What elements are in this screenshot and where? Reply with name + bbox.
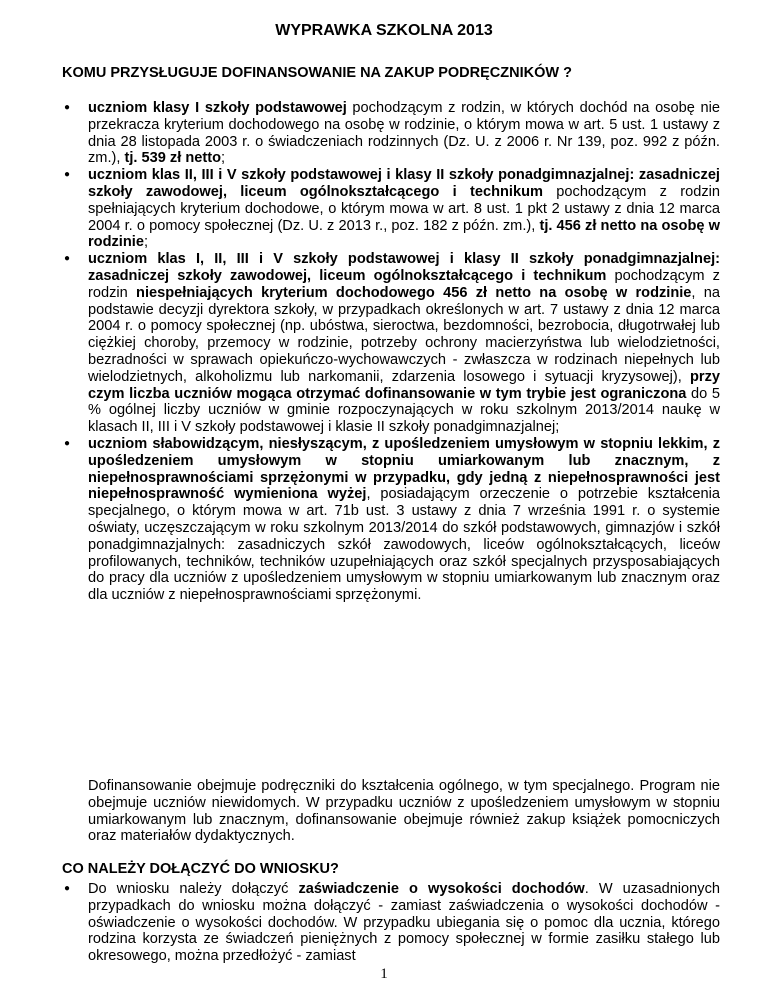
- bold-text: niespełniających kryterium dochodowego 456 zł netto na osobę w rodzinie: [136, 284, 692, 301]
- body-text: . W uzasadnionych przypadkach do wniosku można dołączyć - zamiast zaświadczenia o wysokości dochodów - oświadczenie o wysokości dochodów. W przypadku ubiegania się o pomoc dla ucznia, którego rodzina korzysta ze świadczeń pieniężnych z pomocy społecznej w formie zasiłku stałego lub okresowego, można przedłożyć - zamiast: [88, 881, 720, 965]
- list-item: [62, 100, 720, 167]
- bullet-icon: ●: [64, 169, 71, 181]
- body-text: do 5 % ogólnej liczby uczniów w gminie rozpoczynających w roku szkolnym 2013/2014 naukę w klasach II, III i V szkoły podstawowej i klasie II szkoły ponadgimnazjalnej;: [88, 385, 720, 436]
- section-heading-attachments: CO NALEŻY DOŁĄCZYĆ DO WNIOSKU?: [62, 861, 339, 877]
- document-title: WYPRAWKA SZKOLNA 2013: [275, 22, 493, 39]
- eligibility-list: [62, 100, 720, 604]
- body-text: ;: [143, 234, 149, 251]
- bold-text: zaświadczenie o wysokości dochodów: [298, 881, 585, 897]
- bullet-icon: ●: [64, 437, 71, 449]
- page-number: 1: [380, 966, 388, 982]
- bold-text: uczniom słabowidzącym, niesłyszącym, z upośledzeniem umysłowym w stopniu lekkim, z upośledzeniem umysłowym w stopniu umiarkowanym lub znacznym, z niepełnosprawnościami sprzężonymi w przypadku, gdy jedną z niepełnosprawności jest niepełnosprawność wymieniona wyżej: [88, 435, 720, 503]
- funding-scope-paragraph: Dofinansowanie obejmuje podręczniki do kształcenia ogólnego, w tym specjalnego. Program nie obejmuje uczniów niewidomych. W przypadku uczniów z upośledzeniem umysłowym w stopniu umiarkowanym lub znacznym, dofinansowanie obejmuje również zakup książek pomocniczych oraz materiałów dydaktycznych.: [88, 778, 720, 845]
- body-text: , na podstawie decyzji dyrektora szkoły, w przypadkach określonych w art. 7 ustawy z dnia 12 marca 2004 r. o pomocy społecznej (np. ubóstwa, sieroctwa, bezdomności, bezrobocia, długotrwałej lub ciężkiej choroby, przemocy w rodzinie, potrzeby ochrony macierzyństwa lub wielodzietności, bezradności w sprawach opiekuńczo-wychowawczych - zwłaszcza w rodzinach niepełnych lub wielodzietnych, alkoholizmu lub narkomanii, zdarzenia losowego i sytuacji kryzysowej),: [88, 284, 720, 385]
- body-text: pochodzącym z rodzin: [88, 267, 720, 301]
- body-text: ;: [220, 150, 226, 167]
- bullet-icon: ●: [64, 883, 71, 894]
- bold-text: przy czym liczba uczniów mogąca otrzymać dofinansowanie w tym trybie jest ograniczona: [88, 368, 720, 402]
- bullet-icon: ●: [64, 253, 71, 265]
- bold-text: tj. 456 zł netto na osobę w rodzinie: [88, 217, 720, 251]
- bold-text: uczniom klas II, III i V szkoły podstawowej i klasy II szkoły ponadgimnazjalnej: zasadniczej szkoły zawodowej, liceum ogólnokształcącego i technikum: [88, 167, 720, 200]
- bullet-icon: ●: [64, 102, 71, 113]
- list-item: [62, 167, 720, 251]
- list-item: [62, 436, 720, 604]
- bold-text: tj. 539 zł netto: [124, 150, 221, 167]
- bold-text: uczniom klasy I szkoły podstawowej: [88, 100, 347, 116]
- body-text: , posiadającym orzeczenie o potrzebie kształcenia specjalnego, o którym mowa w art. 71b ust. 3 ustawy z dnia 7 września 1991 r. o systemie oświaty, uczęszczającym w roku szkolnym 2013/2014 do szkół podstawowych, gimnazjów i szkół ponadgimnazjalnych: zasadniczych szkół zawodowych, liceów ogólnokształcących, liceów profilowanych, techników, techników uzupełniających oraz szkół specjalnych przysposabiających do pracy dla uczniów z upośledzeniem umysłowym w stopniu umiarkowanym lub znacznym oraz dla uczniów z niepełnosprawnościami sprzężonymi.: [88, 486, 720, 604]
- bold-text: uczniom klas I, II, III i V szkoły podstawowej i klasy II szkoły ponadgimnazjalnej: zasadniczej szkoły zawodowej, liceum ogólnokształcącego i technikum: [88, 251, 720, 284]
- body-text: pochodzącym z rodzin, w których dochód na osobę nie przekracza kryterium dochodowego na osobę w rodzinie, o którym mowa w art. 5 ust. 1 ustawy z dnia 28 listopada 2003 r. o świadczeniach rodzinnych (Dz. U. z 2006 r. Nr 139, poz. 992 z późn. zm.),: [88, 100, 720, 167]
- attachments-list: [62, 881, 720, 965]
- body-text: pochodzącym z rodzin spełniających kryterium dochodowe, o którym mowa w art. 8 ust. 1 pkt 2 ustawy z dnia 12 marca 2004 r. o pomocy społecznej (Dz. U. z 2013 r., poz. 182 z późn. zm.),: [88, 183, 720, 234]
- body-text: Do wniosku należy dołączyć: [88, 881, 299, 897]
- list-item: [62, 881, 720, 965]
- section-heading-eligibility: KOMU PRZYSŁUGUJE DOFINANSOWANIE NA ZAKUP PODRĘCZNIKÓW ?: [62, 65, 572, 81]
- list-item: [62, 251, 720, 436]
